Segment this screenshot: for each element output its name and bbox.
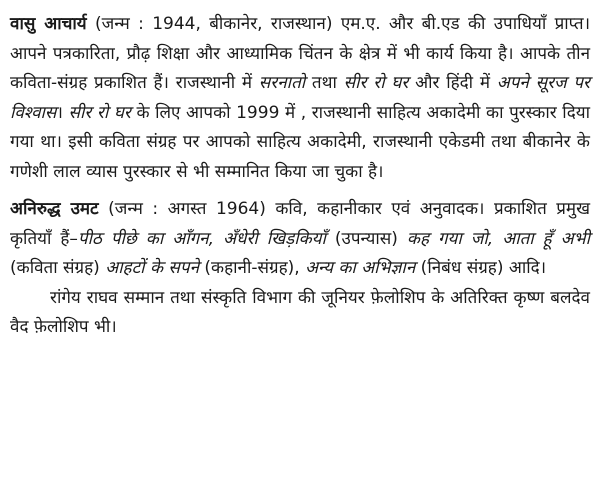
- book-title: अपने सूरज पर विश्वास: [10, 73, 591, 123]
- bio-text: कवि, कहानीकार एवं अनुवादक। प्रकाशित प्रमुख कृतियाँ हैं–: [10, 199, 590, 249]
- book-title: पीठ पीछे का आँगन, अँधेरी खिड़कियाँ: [77, 228, 326, 249]
- bio-text: (उपन्यास): [325, 228, 407, 249]
- bio-text: ।: [56, 102, 69, 123]
- birth-info: (जन्म : 1944, बीकानेर, राजस्थान): [94, 14, 333, 34]
- author-name: वासु आचार्य: [10, 14, 87, 34]
- bio-text: एम.ए. और बी.एड की उपाधियाँ प्राप्त। आपने पत्रकारिता, प्रौढ़ शिक्षा और आध्यामिक चिंतन के क्षेत्र में भी कार्य किया है। आपके तीन कविता-संग्रह प्रकाशित हैं। राजस्थानी में: [10, 14, 591, 93]
- bio-text: के लिए आपको 1999 में , राजस्थानी साहित्य अकादेमी का पुरस्कार दिया गया था। इसी कविता संग्रह पर आपको साहित्य अकादेमी, राजस्थानी एकेडमी तथा बीकानेर के गणेशी लाल व्यास पुरस्कार से भी सम्मानित किया जा चुका है।: [10, 102, 590, 182]
- book-title: सीर रो घर: [343, 73, 409, 93]
- bio-text: तथा: [305, 73, 344, 93]
- bio-text: (कविता संग्रह): [10, 258, 106, 278]
- bio-anirudh-awards: [10, 284, 590, 343]
- book-title: सीर रो घर: [68, 102, 131, 123]
- bio-text: रांगेय राघव सम्मान तथा संस्कृति विभाग की जूनियर फ़ेलोशिप के अतिरिक्त कृष्ण बलदेव वैद फ़ेलोशिप भी।: [10, 287, 590, 337]
- bio-text: और हिंदी में: [408, 73, 497, 93]
- book-title: सरनातो: [258, 73, 306, 93]
- birth-info: (जन्म : अगस्त 1964): [108, 199, 266, 219]
- book-title: आहटों के सपने: [105, 258, 200, 278]
- bio-text: (कहानी-संग्रह),: [199, 258, 306, 278]
- book-title: अन्य का अभिज्ञान: [305, 258, 416, 278]
- bio-text: (निबंध संग्रह) आदि।: [415, 258, 547, 278]
- book-title: कह गया जो, आता हूँ अभी: [406, 228, 590, 249]
- author-name: अनिरुद्ध उमट: [10, 199, 99, 219]
- bio-vasu-acharya: [10, 10, 590, 187]
- bio-anirudh-umat: [10, 195, 590, 284]
